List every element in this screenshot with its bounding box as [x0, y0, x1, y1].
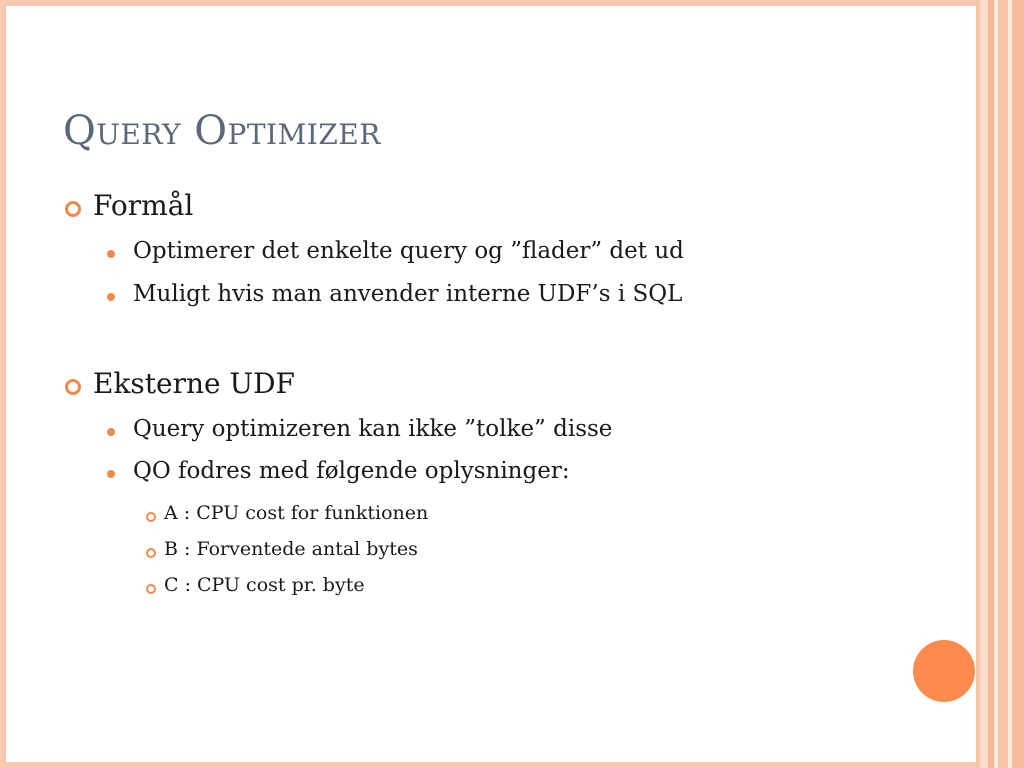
bullet-dot-icon	[107, 250, 115, 258]
sub-list-item: A : CPU cost for funktionen	[164, 502, 429, 524]
bullet-small-ring-icon	[146, 512, 156, 522]
bullet-dot-icon	[107, 470, 115, 478]
decorative-stripe	[980, 0, 988, 768]
list-item: Query optimizeren kan ikke ”tolke” disse	[133, 416, 613, 442]
sub-list-item: B : Forventede antal bytes	[164, 538, 418, 560]
bullet-small-ring-icon	[146, 584, 156, 594]
section-heading: Formål	[93, 189, 194, 222]
slide-title: Query Optimizer	[63, 108, 381, 154]
bullet-ring-icon	[65, 379, 81, 395]
frame-left-border	[0, 0, 6, 768]
list-item: Muligt hvis man anvender interne UDF’s i SQL	[133, 281, 683, 307]
list-item: QO fodres med følgende oplysninger:	[133, 458, 570, 484]
decorative-stripe	[998, 0, 1008, 768]
decorative-stripe	[1012, 0, 1024, 768]
list-item: Optimerer det enkelte query og ”flader” det ud	[133, 238, 684, 264]
decorative-circle	[913, 640, 975, 702]
section-heading: Eksterne UDF	[93, 367, 295, 400]
frame-top-border	[0, 0, 980, 6]
frame-bottom-border	[0, 762, 980, 768]
sub-list-item: C : CPU cost pr. byte	[164, 574, 365, 596]
bullet-small-ring-icon	[146, 548, 156, 558]
bullet-dot-icon	[107, 293, 115, 301]
bullet-dot-icon	[107, 428, 115, 436]
bullet-ring-icon	[65, 201, 81, 217]
